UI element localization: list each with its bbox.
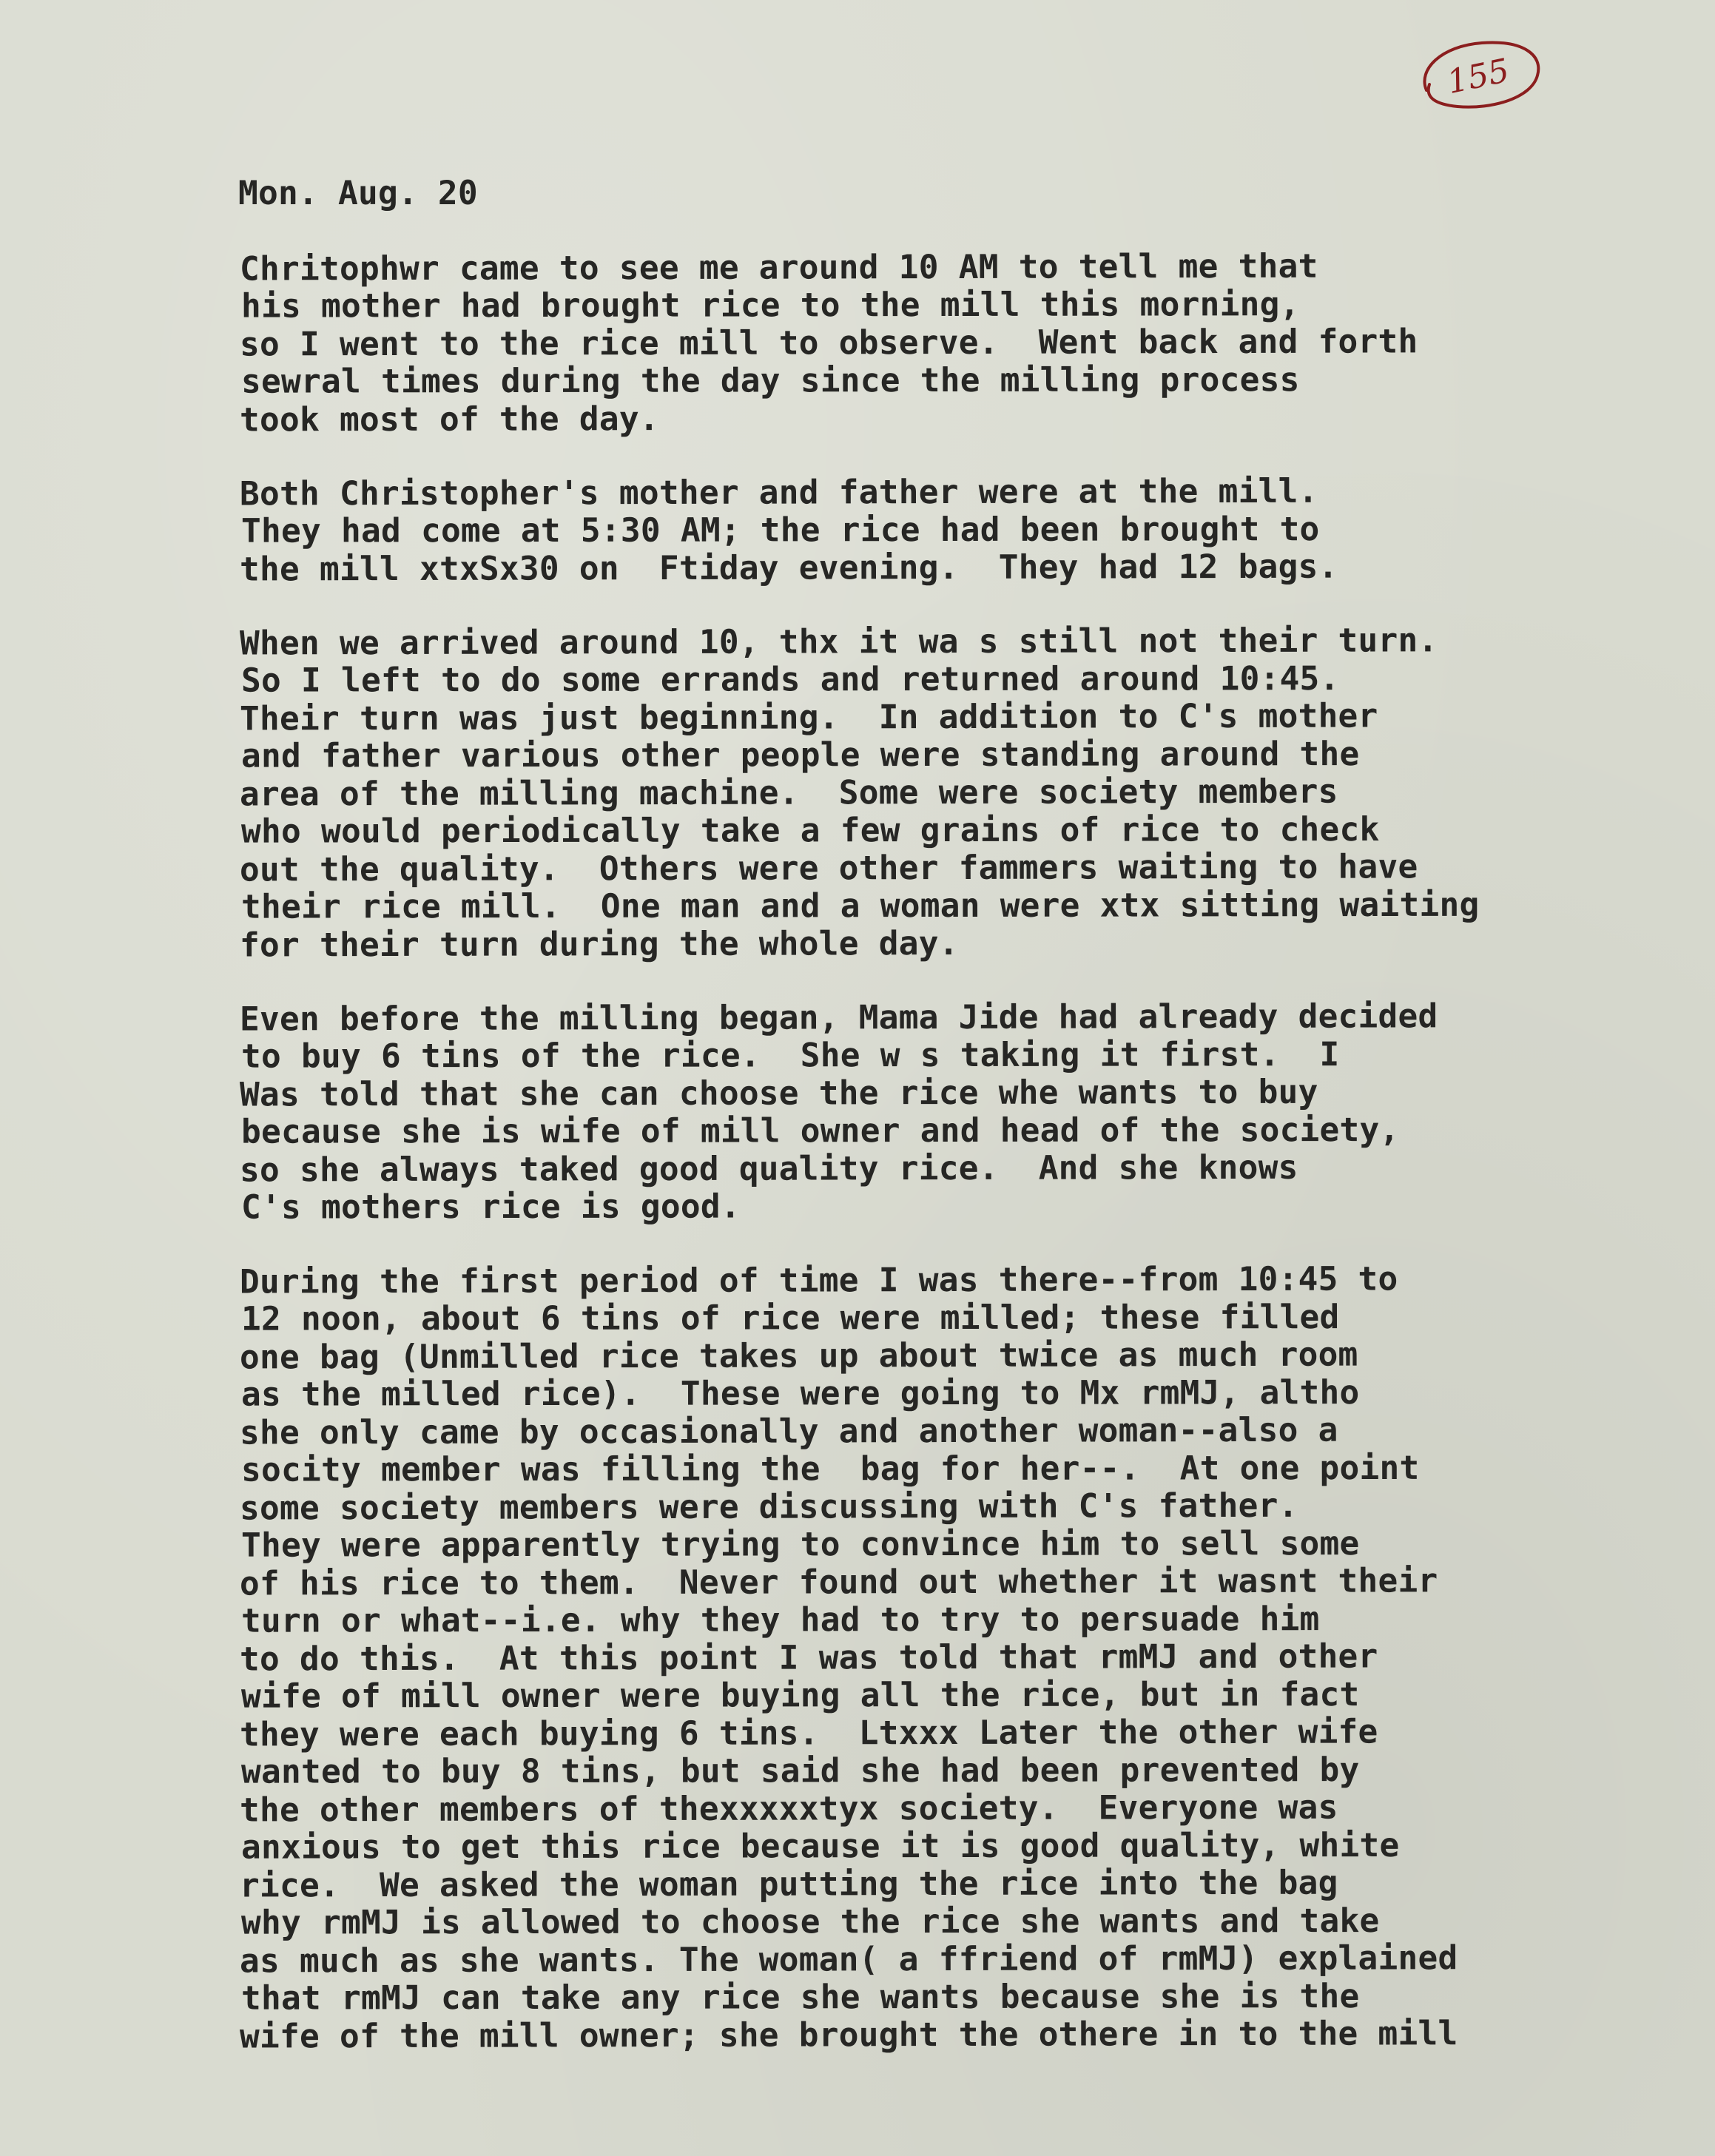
text-line: she only came by occasionally and another woman--also a [239,1411,1338,1452]
text-line: sewral times during the day since the milling process [240,361,1300,401]
text-line: wife of mill owner were buying all the rice, but in fact [240,1676,1360,1716]
text-line: as the milled rice). These were going to Mx rmMJ, altho [240,1374,1360,1414]
paragraph-4 [238,999,1644,1225]
text-line: that rmMJ can take any rice she wants because she is the [240,1978,1360,2018]
paragraph-3 [238,623,1644,963]
text-line: socity member was filling the bag for her--. At one point [240,1449,1420,1489]
paragraph-5 [238,1261,1644,2054]
text-line: his mother had brought rice to the mill this morning, [240,286,1300,326]
text-line: wife of the mill owner; she brought the othere in to the mill [239,2015,1458,2056]
text-line: anxious to get this rice because it is good quality, white [240,1826,1400,1867]
text-line: for their turn during the whole day. [239,924,959,965]
typescript-body [238,175,1644,2090]
text-line: they were each buying 6 tins. Ltxxx Later the other wife [239,1713,1378,1754]
text-line: Chritophwr came to see me around 10 AM to tell me that [239,247,1318,289]
text-line: C's mothers rice is good. [240,1188,741,1227]
text-line: who would periodically take a few grains of rice to check [240,810,1380,851]
text-line: Even before the milling began, Mama Jide had already decided [239,997,1438,1039]
text-line: one bag (Unmilled rice takes up about twice as much room [239,1335,1358,1377]
text-line: to do this. At this point I was told that rmMJ and other [239,1637,1378,1679]
text-line: wanted to buy 8 tins, but said she had been prevented by [240,1751,1360,1791]
text-line: out the quality. Others were other fammers waiting to have [239,848,1418,889]
text-line: They were apparently trying to convince him to sell some [240,1525,1360,1565]
text-line: the mill xtxSx30 on Ftiday evening. They had 12 bags. [239,548,1338,589]
text-line: because she is wife of mill owner and head of the society, [240,1111,1400,1151]
text-line: why rmMJ is allowed to choose the rice she wants and take [240,1901,1380,1942]
entry-date: Mon. Aug. 20 [238,175,478,212]
paragraph-1 [238,249,1644,437]
text-line: their rice mill. One man and a woman were xtx sitting waiting [240,886,1480,926]
text-line: as much as she wants. The woman( a ffriend of rmMJ) explained [239,1939,1458,1981]
paragraph-2 [238,474,1644,587]
text-line: They had come at 5:30 AM; the rice had been brought to [240,511,1320,550]
text-line: of his rice to them. Never found out whether it wasnt their [239,1562,1438,1603]
text-line: Their turn was just beginning. In addition to C's mother [239,697,1378,738]
text-line: Both Christopher's mother and father were at the mill. [239,472,1318,513]
text-line: area of the milling machine. Some were society members [239,772,1338,814]
text-line: turn or what--i.e. why they had to try to persuade him [240,1600,1320,1640]
text-line: During the first period of time I was there--from 10:45 to [239,1260,1398,1301]
text-line: Was told that she can choose the rice whe wants to buy [239,1073,1318,1114]
page-number-annotation [1412,33,1545,121]
text-line: and father various other people were standing around the [240,735,1360,775]
text-line: When we arrived around 10, thx it wa s still not their turn. [239,621,1438,663]
text-line: So I left to do some errands and returned around 10:45. [240,660,1340,700]
text-line: the other members of thexxxxxtyx society. Everyone was [239,1788,1338,1830]
page-number: 155 [1443,51,1513,102]
text-line: rice. We asked the woman putting the rice into the bag [239,1864,1338,1905]
text-line: so she always taked good quality rice. And she knows [239,1148,1298,1190]
text-line: 12 noon, about 6 tins of rice were milled; these filled [240,1298,1340,1338]
text-line: some society members were discussing with C's father. [239,1486,1298,1528]
text-line: so I went to the rice mill to observe. Went back and forth [239,323,1418,364]
text-line: took most of the day. [239,400,659,439]
text-line: to buy 6 tins of the rice. She w s taking it first. I [240,1036,1340,1076]
